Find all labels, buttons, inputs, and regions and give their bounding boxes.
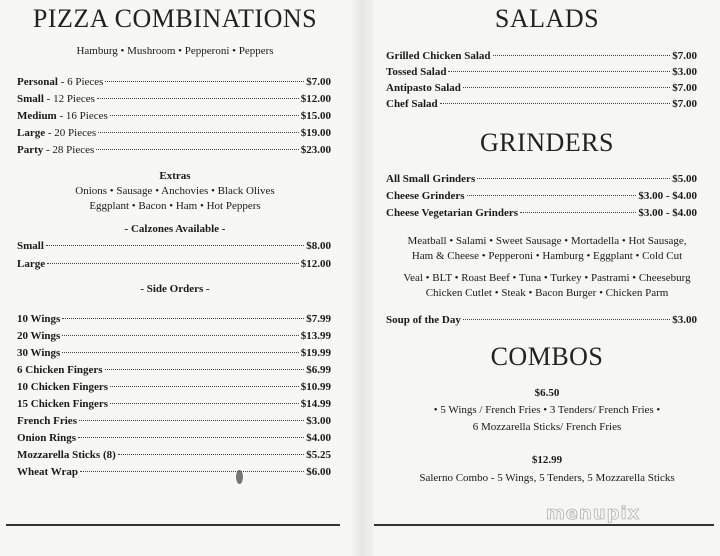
grinder-varieties-2 (374, 271, 720, 301)
extras-section (0, 169, 350, 214)
menupix-watermark: menupix (546, 503, 641, 524)
grinder-row: Cheese Grinders $3.00 - $4.00 (386, 190, 697, 202)
stain-mark (236, 470, 243, 484)
price: $12.00 (300, 93, 331, 105)
left-menu-page (0, 0, 350, 556)
pizza-toppings: Hamburg • Mushroom • Pepperoni • Peppers (76, 45, 274, 57)
salad-row: Chef Salad $7.00 (386, 98, 697, 110)
extras-heading: Extras (159, 170, 191, 182)
salad-row: Grilled Chicken Salad $7.00 (386, 50, 697, 62)
side-order-row: Mozzarella Sticks (8) $5.25 (17, 449, 331, 461)
side-order-row: 6 Chicken Fingers $6.99 (17, 364, 331, 376)
grinder-varieties-1 (374, 234, 720, 264)
variety-line: Chicken Cutlet • Steak • Bacon Burger • Chicken Parm (425, 287, 669, 299)
combos-title: COMBOS (490, 342, 604, 371)
salad-row: Antipasto Salad $7.00 (386, 82, 697, 94)
combo-1 (374, 386, 720, 435)
combo-line: Salerno Combo - 5 Wings, 5 Tenders, 5 Mozzarella Sticks (419, 472, 675, 484)
extras-line: Eggplant • Bacon • Ham • Hot Peppers (89, 200, 261, 212)
pizza-size-row: Personal - 6 Pieces $7.00 (17, 76, 331, 88)
page-fold (350, 0, 374, 556)
grinder-row: Cheese Vegetarian Grinders $3.00 - $4.00 (386, 207, 697, 219)
page-bottom-rule (374, 524, 714, 526)
salad-row: Tossed Salad $3.00 (386, 66, 697, 78)
side-order-row: 15 Chicken Fingers $14.99 (17, 398, 331, 410)
calzone-row: Small $8.00 (17, 240, 331, 252)
pizza-size-row: Small - 12 Pieces $12.00 (17, 93, 331, 105)
grinder-row: All Small Grinders $5.00 (386, 173, 697, 185)
side-order-row: 10 Chicken Fingers $10.99 (17, 381, 331, 393)
pizza-combinations-title: PIZZA COMBINATIONS (32, 4, 318, 33)
extras-line: Onions • Sausage • Anchovies • Black Olives (75, 185, 275, 197)
side-orders-heading: - Side Orders - (140, 283, 210, 295)
calzones-heading: - Calzones Available - (124, 223, 226, 235)
side-order-row: Wheat Wrap $6.00 (17, 466, 331, 478)
variety-line: Ham & Cheese • Pepperoni • Hamburg • Eggplant • Cold Cut (411, 250, 683, 262)
pizza-size-row: Party - 28 Pieces $23.00 (17, 144, 331, 156)
combo-price: $6.50 (534, 387, 560, 399)
page-bottom-rule (6, 524, 340, 526)
calzone-row: Large $12.00 (17, 258, 331, 270)
side-order-row: French Fries $3.00 (17, 415, 331, 427)
pizza-size-row: Medium - 16 Pieces $15.00 (17, 110, 331, 122)
combo-line: 6 Mozzarella Sticks/ French Fries (472, 421, 622, 433)
combo-line: • 5 Wings / French Fries • 3 Tenders/ French Fries • (433, 404, 661, 416)
variety-line: Meatball • Salami • Sweet Sausage • Mortadella • Hot Sausage, (407, 235, 687, 247)
soup-row: Soup of the Day $3.00 (386, 314, 697, 326)
side-order-row: 10 Wings $7.99 (17, 313, 331, 325)
price: $23.00 (300, 144, 331, 156)
price: $7.00 (306, 76, 331, 88)
grinders-title: GRINDERS (479, 128, 614, 157)
pizza-size-row: Large - 20 Pieces $19.00 (17, 127, 331, 139)
side-order-row: Onion Rings $4.00 (17, 432, 331, 444)
price: $19.00 (300, 127, 331, 139)
right-menu-page (374, 0, 720, 556)
combo-price: $12.99 (531, 454, 563, 466)
salads-title: SALADS (494, 4, 600, 33)
side-order-row: 30 Wings $19.99 (17, 347, 331, 359)
price: $15.00 (300, 110, 331, 122)
side-order-row: 20 Wings $13.99 (17, 330, 331, 342)
variety-line: Veal • BLT • Roast Beef • Tuna • Turkey • Pastrami • Cheeseburg (403, 272, 691, 284)
combo-2 (374, 453, 720, 486)
